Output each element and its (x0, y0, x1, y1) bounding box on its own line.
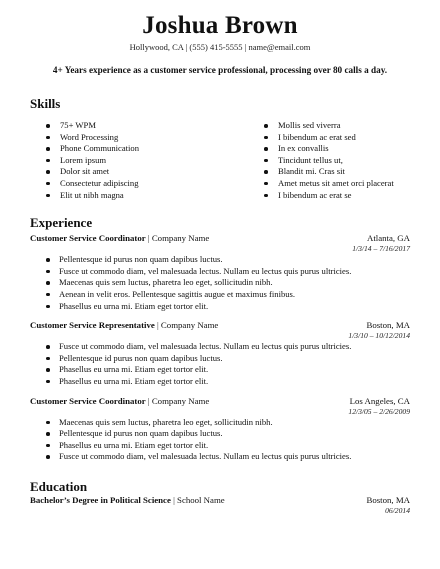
skill-item: In ex convallis (264, 143, 394, 155)
skill-item: Mollis sed viverra (264, 120, 394, 132)
job-dates: 12/3/05 – 2/26/2009 (348, 406, 410, 416)
job-bullet: Phasellus eu urna mi. Etiam eget tortor elit. (46, 376, 410, 388)
education-date: 06/2014 (385, 505, 410, 515)
job-dates: 1/3/14 – 7/16/2017 (352, 244, 410, 254)
school-name: School Name (177, 494, 225, 505)
contact-line: Hollywood, CA | (555) 415-5555 | name@email.com (129, 42, 311, 52)
job-title: Customer Service Coordinator (30, 395, 146, 406)
skill-item: Tincidunt tellus ut, (264, 155, 394, 167)
education-header: Bachelor’s Degree in Political Science | School Name Boston, MA (30, 494, 410, 505)
job-bullet: Pellentesque id purus non quam dapibus luctus. (46, 254, 410, 266)
summary-statement: 4+ Years experience as a customer service professional, processing over 80 calls a day. (52, 65, 388, 75)
job-bullet: Phasellus eu urna mi. Etiam eget tortor elit. (46, 364, 410, 376)
job-bullets (30, 341, 410, 387)
skill-item: I bibendum ac erat sed (264, 132, 394, 144)
job-bullet: Pellentesque id purus non quam dapibus luctus. (46, 353, 410, 365)
job-header: Customer Service Coordinator | Company Name Los Angeles, CA (30, 395, 410, 406)
job-bullet: Maecenas quis sem luctus, pharetra leo eget, sollicitudin nibh. (46, 277, 410, 289)
education-location: Boston, MA (366, 494, 410, 505)
job-entry (30, 396, 410, 463)
job-bullet: Phasellus eu urna mi. Etiam eget tortor elit. (46, 301, 410, 313)
skill-item: Dolor sit amet (46, 166, 264, 178)
job-dates: 1/3/10 – 10/12/2014 (348, 331, 410, 341)
job-bullets (30, 254, 410, 312)
job-bullet: Fusce ut commodo diam, vel malesuada lectus. Nullam eu lectus quis purus ultricies. (46, 266, 410, 278)
company-name: Company Name (151, 395, 210, 406)
company-name: Company Name (151, 233, 210, 244)
job-title: Customer Service Representative (30, 320, 155, 331)
job-bullet: Fusce ut commodo diam, vel malesuada lectus. Nullam eu lectus quis purus ultricies. (46, 341, 410, 353)
job-bullet: Maecenas quis sem luctus, pharetra leo eget, sollicitudin nibh. (46, 417, 410, 429)
skill-item: 75+ WPM (46, 120, 264, 132)
skill-item: Lorem ipsum (46, 155, 264, 167)
job-header: Customer Service Coordinator | Company Name Atlanta, GA (30, 233, 410, 244)
job-entry (30, 233, 410, 312)
job-bullets (30, 417, 410, 463)
job-location: Los Angeles, CA (349, 395, 410, 406)
company-name: Company Name (160, 320, 219, 331)
skill-item: Phone Communication (46, 143, 264, 155)
skills-column-left (46, 120, 264, 201)
job-location: Atlanta, GA (367, 233, 410, 244)
skill-item: Blandit mi. Cras sit (264, 166, 394, 178)
job-bullet: Pellentesque id purus non quam dapibus luctus. (46, 428, 410, 440)
education-heading: Education (30, 478, 88, 494)
candidate-name: Joshua Brown (142, 12, 298, 39)
skill-item: Word Processing (46, 132, 264, 144)
job-bullet: Fusce ut commodo diam, vel malesuada lectus. Nullam eu lectus quis purus ultricies. (46, 451, 410, 463)
education-entry (30, 495, 410, 515)
experience-heading: Experience (30, 215, 93, 231)
job-entry (30, 320, 410, 387)
job-location: Boston, MA (366, 320, 410, 331)
job-bullet: Phasellus eu urna mi. Etiam eget tortor elit. (46, 440, 410, 452)
skill-item: Elit ut nibh magna (46, 190, 264, 202)
job-header: Customer Service Representative | Company Name Boston, MA (30, 320, 410, 331)
skill-item: Amet metus sit amet orci placerat (264, 178, 394, 190)
skills-column-right (264, 120, 394, 201)
skill-item: Consectetur adipiscing (46, 178, 264, 190)
skills-list (30, 120, 410, 201)
skills-heading: Skills (30, 96, 61, 111)
job-bullet: Aenean in velit eros. Pellentesque sagittis augue et maximus finibus. (46, 289, 410, 301)
skill-item: I bibendum ac erat se (264, 190, 394, 202)
job-title: Customer Service Coordinator (30, 233, 146, 244)
degree-name: Bachelor’s Degree in Political Science (30, 494, 171, 505)
